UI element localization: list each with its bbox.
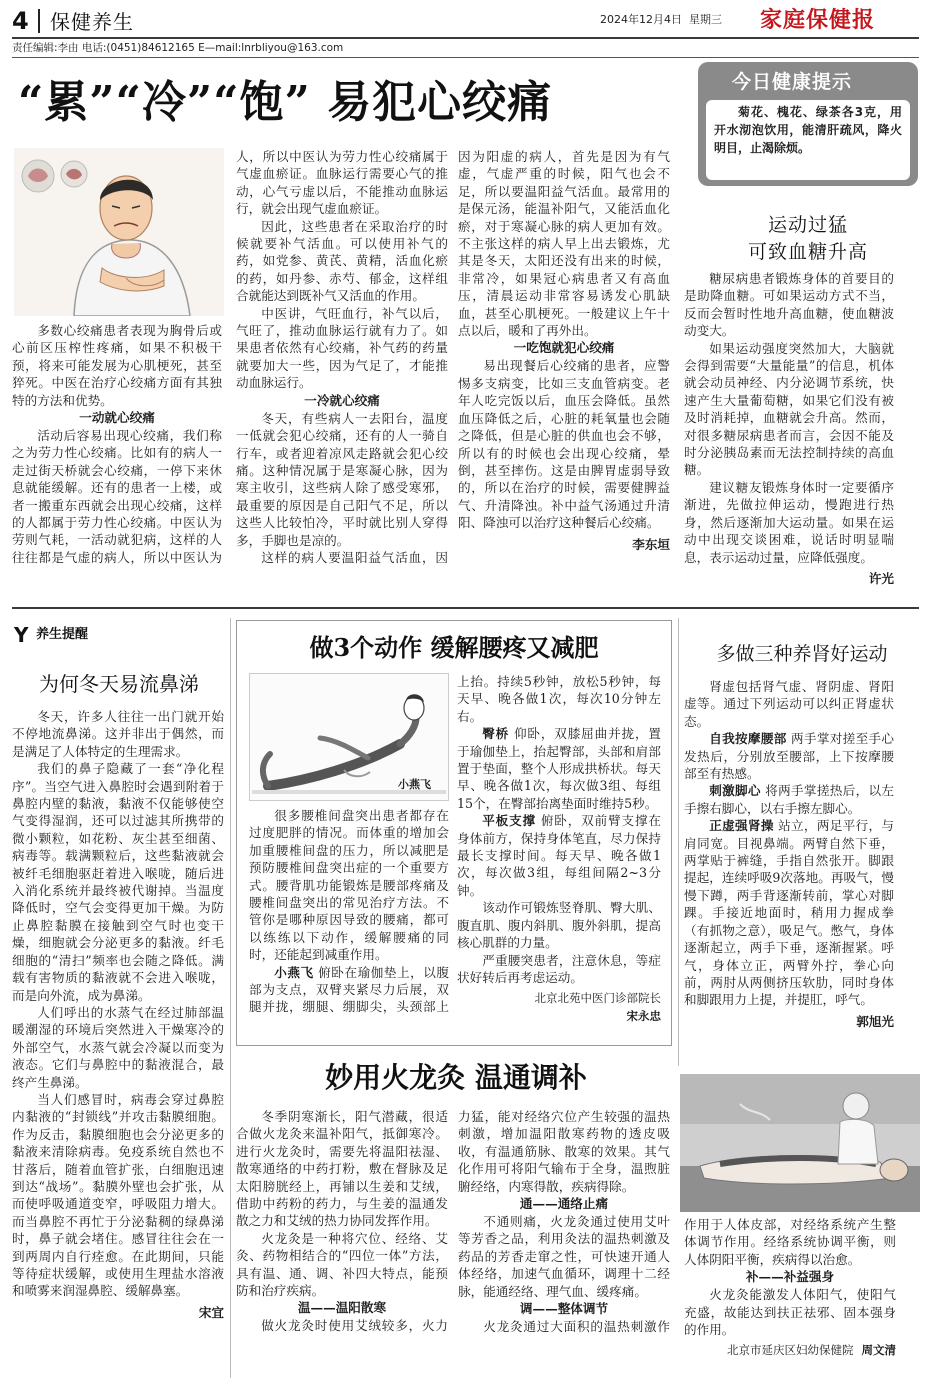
article-2-paragraph-1: 糖尿病患者锻炼身体的首要目的是助降血糖。可如果运动方式不当，反而会暂时性地升高血糖，使血糖波动变大。 <box>684 271 894 339</box>
article-6-col-3 <box>684 1216 896 1360</box>
article-5-move-3-text: 站立，两足平行，与肩同宽。目视鼻端。两臂自然下垂，两掌贴于裤缝，手指自然张开。脚跟提起，连续呼吸9次落地。再吸气，慢慢下蹲，两手背逐渐转前，掌心对脚踝。手接近地面时，稍用力握成拳（有抓物之意），吸足气。憋气，身体逐渐起立，两手下垂，逐渐握紧。呼气，身体立正，两臂外拧，拳心向前，两肘从两侧挤压软肋，同时身体和脚跟用力上提，并提肛，呼气。 <box>684 818 894 1008</box>
article-4-paragraph-2: 该动作可锻炼竖脊肌、臀大肌、腹直肌、腹内斜肌、腹外斜肌，提高核心肌群的力量。 <box>457 900 661 951</box>
article-6-paragraph-3: 做火龙灸时使用艾绒较多，火力 <box>261 1318 448 1334</box>
article-3-paragraph-1: 冬天，许多人往往一出门就开始不停地流鼻涕。这并非出于偶然，而是满足了人体特定的生理需求。 <box>12 709 224 759</box>
column-divider-left <box>230 618 231 1378</box>
article-5-move-2-text: 将两手掌搓热后，以左手擦右脚心，以右手擦左脚心。 <box>684 783 894 816</box>
article-5-move-3-name: 正虚强肾操 <box>709 818 774 834</box>
article-3-paragraph-2: 我们的鼻子隐藏了一套“净化程序”。当空气进入鼻腔时会遇到附着于鼻腔内壁的黏液，黏液不仅能够使空气变得湿润，还可以过滤其所携带的微小颗粒，如花粉、灰尘甚至细菌、病毒等。载满颗粒后，这些黏液就会被纤毛细胞驱赶着进入喉咙，随后进入消化系统并最终被代谢掉。当温度降低时，空气会变得更加干燥。为防止鼻腔黏膜在接触到空气时也变干燥，细胞就会分泌更多的黏液。纤毛细胞的“清扫”频率也会随之降低。满载有害物质的黏液就不会进入喉咙，而是向外流，成为鼻涕。 <box>12 761 224 1003</box>
article-4-affiliation: 北京北苑中医门诊部院长 <box>534 991 661 1006</box>
article-4-move-1-text: 俯卧在瑜伽垫上，以腹部为支点，双臂夹紧尽力后展，双腿并拢，绷腿、绷脚尖，头颈部上 <box>249 964 449 1015</box>
newspaper-name: 家庭保健报 <box>760 7 876 33</box>
page-number: 4 <box>12 7 29 35</box>
health-tip-text: 菊花、槐花、绿茶各3克，用开水沏泡饮用，能清肝疏风，降火明目，止渴除烦。 <box>714 105 902 155</box>
article-6-subhead-3: 调——整体调节 <box>519 1301 609 1317</box>
article-5-move-1 <box>684 730 894 782</box>
article-1-subhead-1: 一动就心绞痛 <box>79 410 155 426</box>
issue-date <box>600 12 722 28</box>
article-3-paragraph-3: 人们呼出的水蒸气在经过肺部温暖潮湿的环境后突然进入干燥寒冷的外部空气，水蒸气就会冷凝以而变为液态。它们与鼻腔中的黏液混合，最终产生鼻涕。 <box>12 1004 224 1090</box>
article-4-move-1-name: 小燕飞 <box>274 964 314 980</box>
article-6-paragraph-6: 火龙灸能激发人体阳气，使阳气充盛，故能达到扶正祛邪、固本强身的作用。 <box>684 1287 896 1338</box>
article-1-paragraph-6: 这样的病人要温阳益气活血，因 <box>261 549 448 565</box>
article-5-move-3 <box>684 817 894 1008</box>
article-5-body <box>684 678 894 1030</box>
article-1-paragraph-3: 因此，这些患者在采取治疗的时候就要补气活血。可以使用补气的药，如党参、黄芪、黄精，活血化瘀的药，如丹参、赤芍、郁金，这样组合就能达到既补气又活血的作用。 <box>236 218 448 304</box>
article-5-move-2 <box>684 782 894 817</box>
article-6-affiliation: 北京市延庆区妇幼保健院 <box>726 1343 854 1358</box>
article-1-paragraph-4: 中医讲，气旺血行，补气以后，气旺了，推动血脉运行就有力了。如果患者依然有心绞痛，补气药的药量就要加大一些，因为气足了，才能推动血脉运行。 <box>236 305 448 391</box>
masthead-thin-rule <box>12 57 919 58</box>
article-1-title: “累”“冷”“饱” 易犯心绞痛 <box>18 77 553 128</box>
column-divider-right <box>678 618 679 1066</box>
article-2-title-line-2: 可致血糖升高 <box>747 241 868 263</box>
article-6-author: 周文清 <box>861 1343 896 1358</box>
fire-dragon-moxibustion-photo <box>680 1074 920 1212</box>
article-1-col-1 <box>12 322 222 566</box>
article-4-move-3 <box>457 812 661 899</box>
article-6-paragraph-2: 火龙灸是一种将穴位、经络、艾灸、药物相结合的“四位一体”方法，具有温、通、调、补四大特点，能预防和治疗疾病。 <box>236 1230 448 1299</box>
health-tip-title: 今日健康提示 <box>732 71 853 93</box>
article-1-paragraph-1: 多数心绞痛患者表现为胸骨后或心前区压榨性疼痛，如果不积极干预，将来可能发展为心肌梗死，甚至猝死。中医在治疗心绞痛方面有其独特的方法和优势。 <box>12 323 222 408</box>
article-1-col-2 <box>236 148 448 566</box>
article-1-paragraph-2: 活动后容易出现心绞痛，我们称之为劳力性心绞痛。比如有的病人一走过街天桥就会心绞痛，一停下来休息就能缓解。还有的患者一上楼，或者一搬重东西就会出现心绞痛，这样的人都属于劳力性心绞痛。中医认为劳则气耗，一活动就犯病，这样的人往往都是气虚的病人，所以中医认为 <box>12 428 222 565</box>
article-4-move-2-text: 仰卧，双膝屈曲并拢，置于瑜伽垫上，抬起臀部，头部和肩部置于垫面，整个人形成拱桥状。每天早、晚各做1次，每次做3组、每组15个，在臀部抬离垫面时维持5秒。 <box>457 726 662 811</box>
article-4-move-1 <box>249 964 449 1016</box>
article-2-paragraph-3: 建议糖友锻炼身体时一定要循序渐进，先做拉伸运动，慢跑进行热身，然后逐渐加大运动量。如果在运动中出现交谈困难，说话时明显喘息，表示运动过量，应降低强度。 <box>684 479 894 565</box>
illustration-caption: 小燕飞 <box>398 778 431 791</box>
article-6-paragraph-5: 火龙灸通过大面积的温热刺激作 <box>483 1319 670 1335</box>
article-3-paragraph-4: 当人们感冒时，病毒会穿过鼻腔内黏液的“封锁线”并攻击黏膜细胞。作为反击，黏膜细胞也会分泌更多的黏液来清除病毒。免疫系统自然也不甘落后，随着血管扩张，白细胞迅速到达“战场”。黏膜外壁也会扩张，从而使呼吸通道变窄，呼吸阻力增大。而当鼻腔不再忙于分泌黏稠的绿鼻涕时，鼻子就会堵住。感冒往往会在一到两周内自行痊愈。在此期间，只能等待症状缓解，或使用生理盐水溶液和喷雾来润湿鼻腔、缓解鼻塞。 <box>12 1091 224 1299</box>
article-6-paragraph-5-cont: 作用于人体皮部，对经络系统产生整体调节作用。经络系统协调平衡，则人体阴阳平衡，疾病得以治愈。 <box>684 1217 896 1267</box>
article-4-author: 宋永忠 <box>626 1008 661 1023</box>
article-1-col-3 <box>458 148 670 553</box>
article-4-paragraph-1: 很多腰椎间盘突出患者都存在过度肥胖的情况。而体重的增加会加重腰椎间盘的压力，所以减肥是预防腰椎间盘突出症的一个重要方式。腰背肌功能锻炼是腰部疼痛及腰椎间盘突出的常见治疗方法。不管你是哪种原因导致的腰痛，都可以练练以下动作，缓解腰痛的同时，还能起到减重作用。 <box>249 808 449 963</box>
article-4-byline <box>457 990 661 1025</box>
article-3-title: 为何冬天易流鼻涕 <box>39 672 199 696</box>
article-5-move-1-text: 两手掌对搓至手心发热后，分别放至腰部，上下按摩腰部至有热感。 <box>684 731 894 782</box>
article-4-move-1-cont: 上抬。持续5秒钟，放松5秒钟，每天早、晚各做1次，每次10分钟左右。 <box>457 674 661 724</box>
article-4-col-1 <box>249 807 449 1016</box>
article-5-paragraph-1: 肾虚包括肾气虚、肾阴虚、肾阳虚等。通过下列运动可以纠正肾虚状态。 <box>684 679 894 729</box>
article-6-byline <box>684 1342 896 1359</box>
article-1-subhead-2: 一冷就心绞痛 <box>304 392 380 408</box>
section-label-text: 养生提醒 <box>36 627 89 642</box>
article-3-author: 宋宜 <box>198 1304 224 1320</box>
article-6-paragraph-3-cont: 力猛，能对经络穴位产生较强的温热刺激，增加温阳散寒药物的透皮吸收，有温通筋脉、散寒的效果。其气化作用可将阳气输布于全身，温煦脏腑经络，内寒得散，疾病得除。 <box>458 1109 670 1194</box>
health-tip-inner <box>706 100 910 180</box>
article-6-paragraph-4: 不通则痛，火龙灸通过使用艾叶等芳香之品，利用灸法的温热刺激及药品的芳香走窜之性，可快速开通人体经络，加速气血循环，调理十二经脉，能通经络、理气血、缓疼痛。 <box>458 1214 670 1299</box>
article-4-paragraph-3: 严重腰突患者，注意休息，等症状好转后再考虑运动。 <box>457 952 661 985</box>
article-6-subhead-1: 温——温阳散寒 <box>297 1300 387 1316</box>
swallow-pose-illustration <box>249 673 449 801</box>
section-label-icon: Y <box>14 623 29 647</box>
article-4-col-2 <box>457 673 661 1025</box>
article-3-body <box>12 708 224 1321</box>
health-tip-box <box>698 62 918 186</box>
article-5-move-2-name: 刺激脚心 <box>709 783 761 799</box>
article-4-move-3-text: 俯卧，双前臂支撑在身体前方，保持身体笔直，尽力保持最长支撑时间。每天早、晚各做1次，每次做3组，每组间隔2~3分钟。 <box>457 813 662 898</box>
weekday-text: 星期三 <box>689 13 722 26</box>
article-2-author: 许光 <box>868 570 894 586</box>
article-1-paragraph-5: 冬天，有些病人一去阳台，温度一低就会犯心绞痛，还有的人一骑自行车，或者迎着凉风走路就会犯心绞痛。这种情况属于是寒凝心脉，因为寒主收引，这些病人除了感受寒邪，最重要的原因是自己阳气不足，所以这些人比较怕冷，平时就比别人穿得多，手脚也是凉的。 <box>236 410 448 548</box>
article-6-paragraph-1: 冬季阴寒渐长，阳气潜藏，很适合做火龙灸来温补阳气，抵御寒冷。进行火龙灸时，需要先将温阳祛湿、散寒通络的中药打粉，敷在督脉及足太阳膀胱经上，再铺以生姜和艾绒，借助中药粉的药力，与生姜的温通发散之力和艾绒的热力协同发挥作用。 <box>236 1109 448 1229</box>
article-4-title: 做3个动作 缓解腰疼又减肥 <box>309 633 599 662</box>
article-5-move-1-name: 自我按摩腰部 <box>709 731 787 747</box>
article-6-col-2 <box>458 1108 670 1335</box>
article-4-box <box>236 620 672 1046</box>
article-6-title: 妙用火龙灸 温通调补 <box>325 1061 587 1094</box>
article-4-move-2 <box>457 725 661 812</box>
article-6-subhead-2: 通——通络止痛 <box>519 1196 609 1212</box>
article-2-paragraph-2: 如果运动强度突然加大，大脑就会得到需要“大量能量”的信息，机体就会动员神经、内分泌调节系统，快速产生大量葡萄糖，如果它们没有被及时消耗掉，血糖就会升高。然而，对很多糖尿病患者而言，会因不能及时分泌胰岛素而无法控制持续的高血糖。 <box>684 340 894 478</box>
section-title: 保健养生 <box>50 10 134 34</box>
article-5-title: 多做三种养肾好运动 <box>716 643 888 665</box>
article-1-paragraph-6-cont: 因为阳虚的病人，首先是因为有气虚，气虚严重的时候，阳气也会不足，所以要温阳益气活血。最常用的是保元汤，能温补阳气，又能活血化瘀，对于寒凝心脉的病人更加有效。不主张这样的病人早上出去锻炼，尤其是冬天，太阳还没有出来的时候，非常冷，如果冠心病患者又有高血压，清晨运动非常容易诱发心肌缺血，甚至心肌梗死。一般建议上午十点以后，暖和了再外出。 <box>458 149 670 339</box>
article-5-author: 郭旭光 <box>856 1013 894 1029</box>
page-number-divider <box>38 9 40 33</box>
article-1-subhead-3: 一吃饱就犯心绞痛 <box>513 340 615 356</box>
article-1-paragraph-7: 易出现餐后心绞痛的患者，应警惕多支病变，比如三支血管病变。老年人吃完饭以后，血压会降低。虽然血压降低之后，心脏的耗氧量也会随之降低，但是心脏的供血也会不够，所以有的时候也会出现心绞痛，晕倒，甚至摔伤。这是由脾胃虚弱导致的，所以在治疗的时候，需要健脾益气、升清降浊。补中益气汤通过升清阳、降浊可以治疗这种餐后心绞痛。 <box>458 358 670 531</box>
chest-pain-illustration <box>14 148 224 316</box>
section-divider-rule <box>12 607 919 609</box>
editor-line: 责任编辑:李由 电话:(0451)84612165 E—mail:lnrbliyou@163.com <box>12 42 344 54</box>
article-2-body <box>684 270 894 587</box>
masthead-rule <box>12 37 919 39</box>
article-6-col-1 <box>236 1108 448 1334</box>
article-2-title-line-1: 运动过猛 <box>767 214 848 236</box>
article-1-paragraph-2-cont: 人，所以中医认为劳力性心绞痛属于气虚血瘀证。血脉运行需要心气的推动，心气亏虚以后，不能推动血脉运行，就会出现气虚血瘀证。 <box>236 149 448 217</box>
article-1-author: 李东垣 <box>632 536 670 552</box>
article-4-move-3-name: 平板支撑 <box>482 813 536 829</box>
date-text: 2024年12月4日 <box>600 13 682 26</box>
article-4-move-2-name: 臀桥 <box>482 726 510 742</box>
article-6-subhead-4: 补——补益强身 <box>745 1269 835 1285</box>
article-2-title <box>696 212 920 266</box>
